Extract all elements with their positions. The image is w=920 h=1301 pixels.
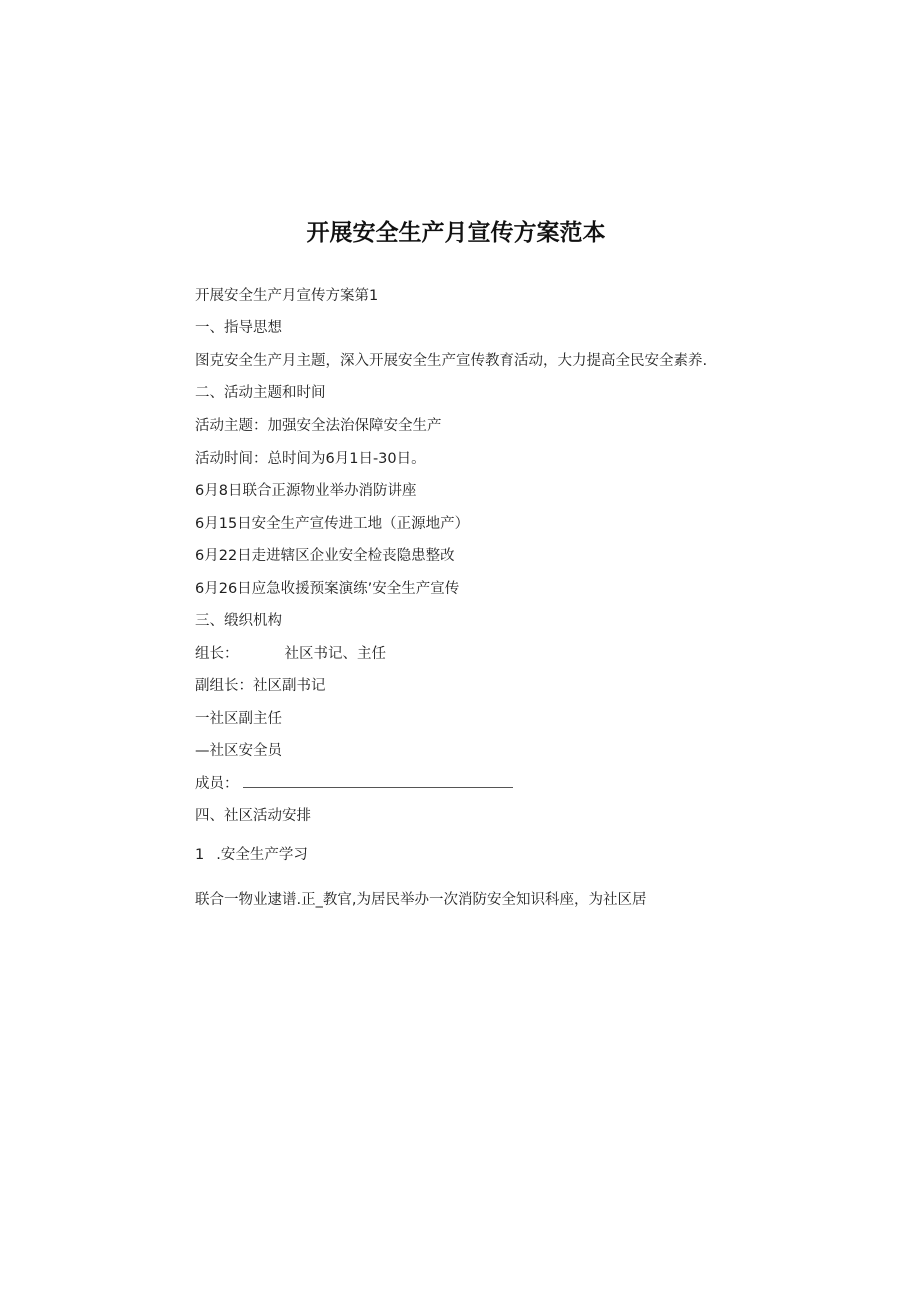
schedule-item: 6月22日走进辖区企业安全检丧隐患整改 <box>195 548 455 564</box>
org-members-label: 成员： <box>195 776 239 792</box>
org-leader-value: 社区书记、主任 <box>284 646 386 662</box>
section-heading-guiding-thought: 一、指导思想 <box>195 320 282 336</box>
section-heading-organization: 三、缎织机构 <box>195 613 282 629</box>
section-heading-plan-1: 开展安全生产月宣传方案第1 <box>195 288 379 304</box>
schedule-item: 6月8日联合正源物业举办消防讲座 <box>195 483 417 499</box>
schedule-item: 6月15日安全生产宣传进工地（正源地产） <box>195 516 470 532</box>
paragraph-activity-time: 活动时间：总时间为6月1日-30日。 <box>195 451 426 467</box>
org-leader-label: 组长： <box>195 646 239 662</box>
activity-subheading-text: .安全生产学习 <box>216 847 308 863</box>
section-heading-theme-time: 二、活动主题和时间 <box>195 385 326 401</box>
document-title: 开展安全生产月宣传方案范本 <box>306 220 606 246</box>
schedule-item: 6月26日应急收援预案演练’安全生产宣传 <box>195 581 460 597</box>
paragraph-safety-study: 联合一物业逮谱.正_教官,为居民举办一次消防安全知识科座，为社区居 <box>195 892 647 908</box>
org-leader-row <box>195 644 386 664</box>
list-number: 1 <box>195 847 205 863</box>
paragraph-guiding-thought: 图克安全生产月主题，深入开展安全生产宣传教育活动，大力提高全民安全素养. <box>195 353 708 369</box>
org-member-item: —社区安全员 <box>195 743 282 759</box>
org-member-item: 一社区副主任 <box>195 711 282 727</box>
section-heading-activities: 四、社区活动安排 <box>195 808 311 824</box>
org-deputy-leader: 副组长：社区副书记 <box>195 678 326 694</box>
paragraph-activity-theme: 活动主题：加强安全法治保障安全生产 <box>195 418 442 434</box>
members-blank-line <box>243 777 513 788</box>
activity-subheading-row <box>195 845 308 865</box>
org-members-row <box>195 774 513 794</box>
